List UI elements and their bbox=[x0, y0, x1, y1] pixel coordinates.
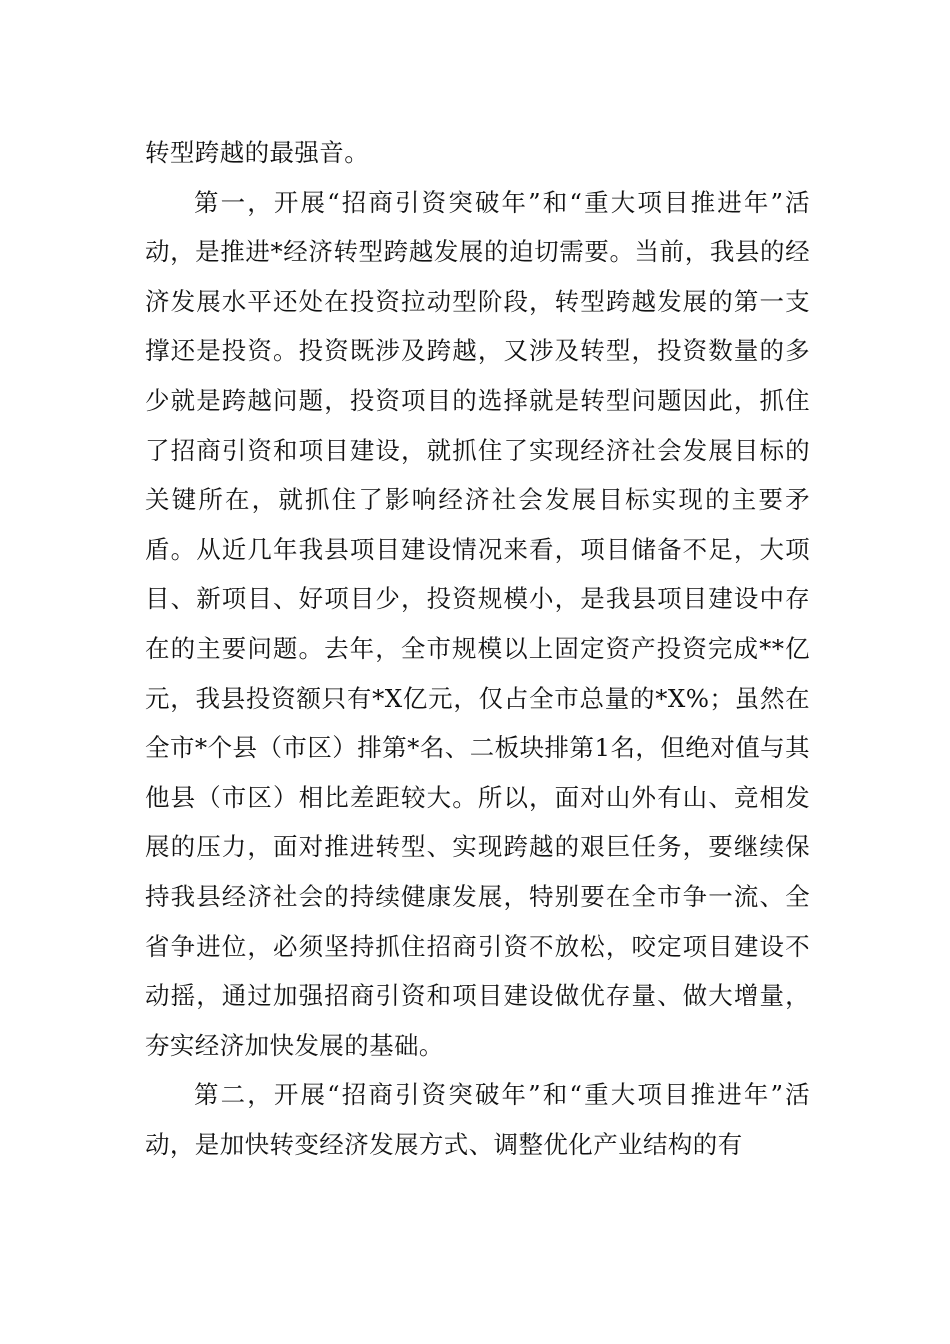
paragraph-second-point: 第二，开展“招商引资突破年”和“重大项目推进年”活动，是加快转变经济发展方式、调整优化产业结构的有 bbox=[145, 1080, 810, 1159]
paragraph-first-point: 第一，开展“招商引资突破年”和“重大项目推进年”活动，是推进*经济转型跨越发展的迫切需要。当前，我县的经济发展水平还处在投资拉动型阶段，转型跨越发展的第一支撑还是投资。投资既涉及跨越，又涉及转型，投资数量的多少就是跨越问题，投资项目的选择就是转型问题因此，抓住了招商引资和项目建设，就抓住了实现经济社会发展目标的关键所在，就抓住了影响经济社会发展目标实现的主要矛盾。从近几年我县项目建设情况来看，项目储备不足，大项目、新项目、好项目少，投资规模小，是我县项目建设中存在的主要问题。去年，全市规模以上固定资产投资完成**亿元，我县投资额只有*X亿元，仅占全市总量的*X%；虽然在全市*个县（市区）排第*名、二板块排第1名，但绝对值与其他县（市区）相比差距较大。所以，面对山外有山、竞相发展的压力，面对推进转型、实现跨越的艰巨任务，要继续保持我县经济社会的持续健康发展，特别要在全市争一流、全省争进位，必须坚持抓住招商引资不放松，咬定项目建设不动摇，通过加强招商引资和项目建设做优存量、做大增量，夯实经济加快发展的基础。 bbox=[145, 187, 810, 1060]
body-text bbox=[145, 128, 810, 1169]
paragraph-continuation: 转型跨越的最强音。 bbox=[145, 138, 370, 167]
